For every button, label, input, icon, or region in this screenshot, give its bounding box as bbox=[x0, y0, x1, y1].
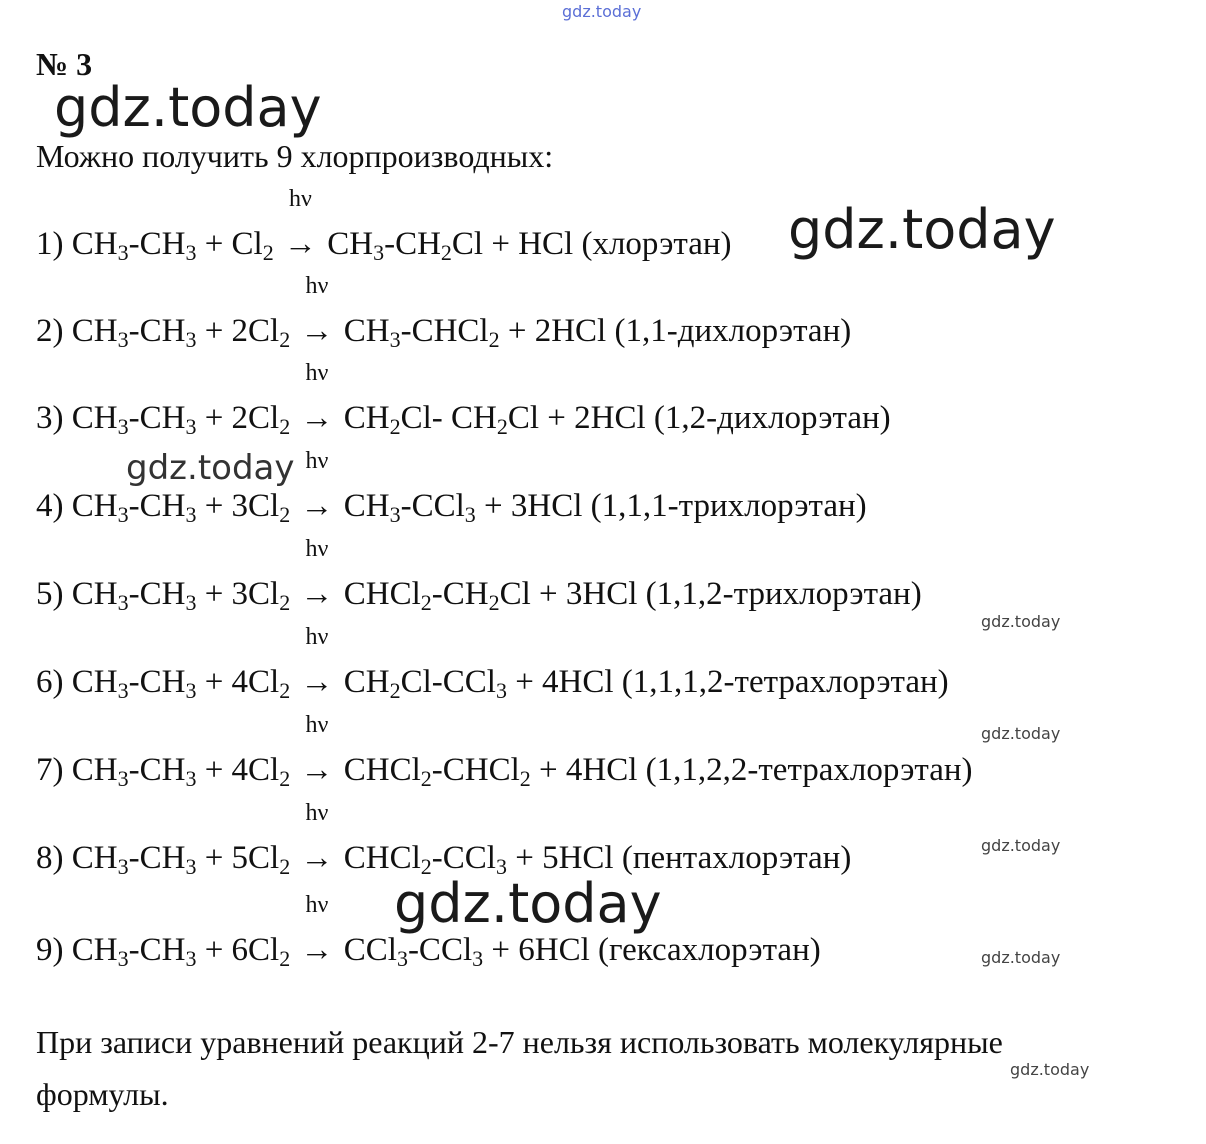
reaction-arrow: hν → bbox=[300, 800, 334, 876]
equation-8: 8) $CH_3-CH_3 + 5Cl_2$ hν → CHCl$_2$-CCl$_3$ + 5HCl (пентахлорэтан) bbox=[36, 800, 852, 880]
watermark: gdz.today bbox=[981, 724, 1061, 743]
reaction-arrow: hν → bbox=[283, 186, 317, 262]
watermark: gdz.today bbox=[126, 448, 295, 488]
reaction-arrow: hν → bbox=[300, 448, 334, 524]
reaction-arrow: hν → bbox=[300, 273, 334, 349]
light-condition-label: hν bbox=[305, 448, 329, 474]
equation-7: 7) $CH_3-CH_3 + 4Cl_2$ hν → CHCl$_2$-CHCl$_2$ + 4HCl (1,1,2,2-тетрахлорэтан) bbox=[36, 712, 973, 792]
light-condition-label: hν bbox=[305, 712, 329, 738]
reaction-arrow: hν → bbox=[300, 624, 334, 700]
watermark: gdz.today bbox=[54, 76, 322, 139]
equation-4: 4) $CH_3-CH_3 + 3Cl_2$ hν → $CH_3-CCl_3 + 3HCl$ (1,1,1-трихлорэтан) bbox=[36, 448, 867, 528]
watermark: gdz.today bbox=[562, 2, 642, 21]
equation-6: 6) $CH_3-CH_3 + 4Cl_2$ hν → $CH_2Cl-CCl_3 + 4HCl$ (1,1,1,2-тетрахлорэтан) bbox=[36, 624, 949, 704]
intro-text: Можно получить 9 хлорпроизводных: bbox=[36, 138, 554, 174]
light-condition-label: hν bbox=[305, 360, 329, 386]
watermark: gdz.today bbox=[981, 948, 1061, 967]
problem-number: № 3 bbox=[36, 46, 93, 82]
reaction-arrow: hν → bbox=[300, 360, 334, 436]
light-condition-label: hν bbox=[305, 273, 329, 299]
light-condition-label: hν bbox=[305, 800, 329, 826]
light-condition-label: hν bbox=[305, 536, 329, 562]
reaction-arrow: hν → bbox=[300, 892, 334, 968]
watermark: gdz.today bbox=[1010, 1060, 1090, 1079]
equation-3: 3) $CH_3-CH_3 + 2Cl_2$ hν → $CH_2Cl-$ $CH_2Cl + 2HCl$ (1,2-дихлорэтан) bbox=[36, 360, 891, 440]
reaction-arrow: hν → bbox=[300, 712, 334, 788]
light-condition-label: hν bbox=[289, 186, 312, 212]
equation-1: 1) $CH_3-CH_3 + Cl_2$ hν → $CH_3-CH_2Cl$ + HCl (хлорэтан) bbox=[36, 186, 732, 266]
reaction-arrow: hν → bbox=[300, 536, 334, 612]
light-condition-label: hν bbox=[305, 624, 329, 650]
light-condition-label: hν bbox=[305, 892, 329, 918]
equation-2: 2) $CH_3-CH_3 + 2Cl_2$ hν → $CH_3-CHCl_2 + 2HCl$ (1,1-дихлорэтан) bbox=[36, 273, 852, 353]
equation-9: 9) $CH_3-CH_3 + 6Cl_2$ hν → CCl$_3$-CCl$_3$ + 6HCl (гексахлорэтан) bbox=[36, 892, 821, 972]
conclusion-text: При записи уравнений реакций 2-7 нельзя использовать молекулярные формулы. bbox=[36, 1024, 1003, 1112]
watermark: gdz.today bbox=[981, 836, 1061, 855]
watermark: gdz.today bbox=[394, 872, 662, 935]
watermark: gdz.today bbox=[788, 198, 1056, 261]
watermark: gdz.today bbox=[981, 612, 1061, 631]
equation-5: 5) $CH_3-CH_3 + 3Cl_2$ hν → $CHCl_2-CH_2Cl + 3HCl$ (1,1,2-трихлорэтан) bbox=[36, 536, 922, 616]
